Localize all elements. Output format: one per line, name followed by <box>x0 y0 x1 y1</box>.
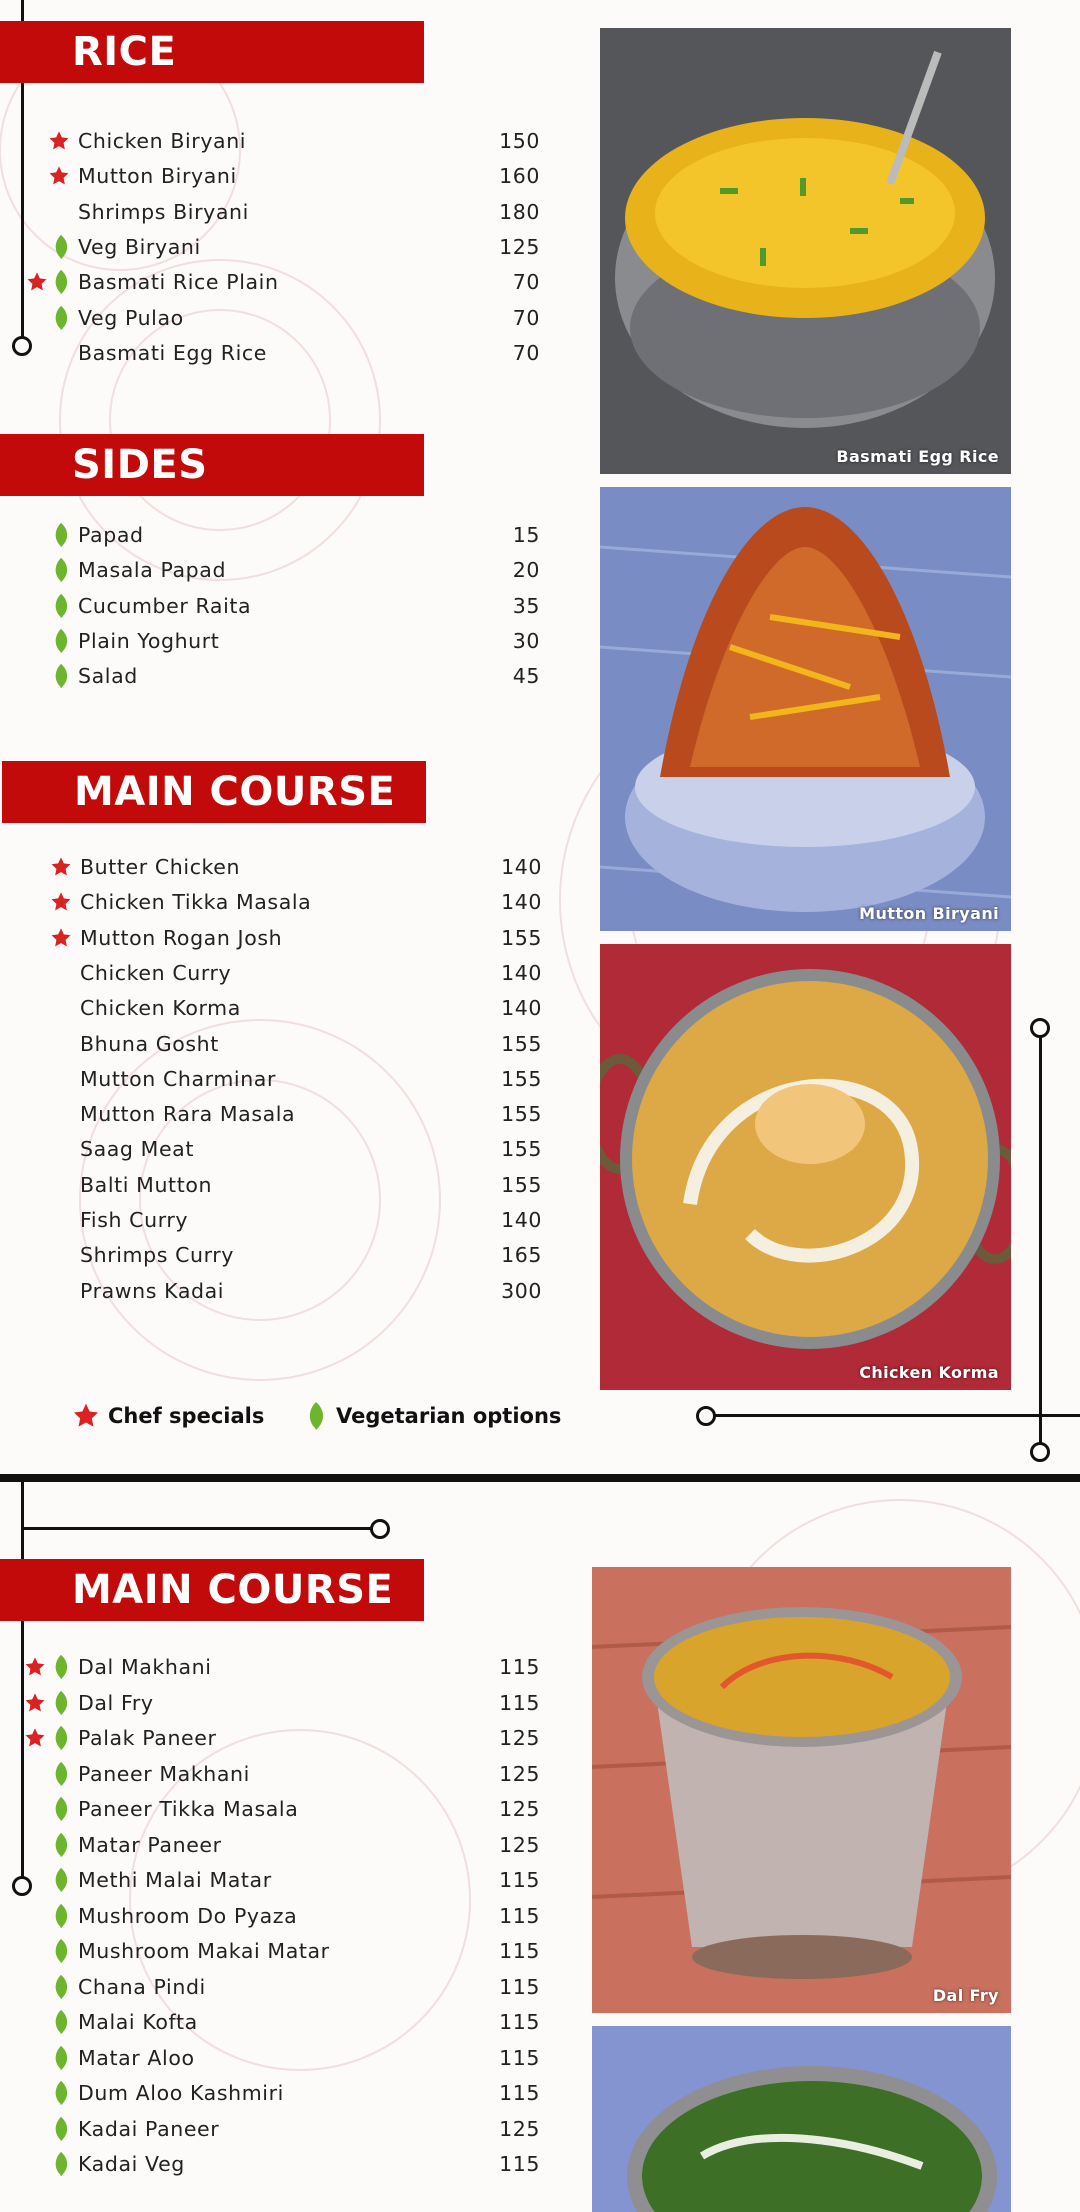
bowl-illustration <box>592 2026 1011 2212</box>
menu-item-row <box>0 1970 560 2004</box>
menu-item-name: Dal Makhani <box>78 1655 212 1679</box>
menu-item-price: 115 <box>499 1868 540 1892</box>
photo-basmati-egg-rice <box>600 28 1011 474</box>
menu-item-row <box>0 1686 560 1720</box>
menu-item-name: Butter Chicken <box>80 855 241 879</box>
menu-item-name: Saag Meat <box>80 1137 194 1162</box>
menu-item-row <box>0 1934 560 1968</box>
menu-item-name: Balti Mutton <box>80 1172 213 1197</box>
menu-item-price: 115 <box>499 1974 540 1999</box>
menu-item-price: 125 <box>499 1832 540 1857</box>
menu-item-row <box>0 1650 560 1684</box>
menu-item-row <box>0 195 560 229</box>
menu-item-row <box>2 956 562 990</box>
star-icon <box>24 1727 46 1749</box>
right-guide-line <box>1039 1032 1042 1446</box>
menu-item-row <box>2 1132 562 1166</box>
menu-item-price: 125 <box>499 1726 540 1750</box>
menu-item-price: 115 <box>499 1690 540 1715</box>
main-course-banner-1 <box>2 761 426 823</box>
leaf-icon <box>52 2116 70 2142</box>
main-course-menu-1 <box>2 850 562 1310</box>
menu-item-row <box>2 1027 562 1061</box>
photo-caption: Chicken Korma <box>859 1363 999 1382</box>
menu-item-name: Basmati Rice Plain <box>78 270 279 295</box>
menu-item-price: 70 <box>512 270 540 295</box>
legend-vegetarian <box>306 1396 561 1436</box>
rice-menu <box>0 124 560 374</box>
main-course-banner-2 <box>0 1559 424 1621</box>
menu-item-name: Mutton Charminar <box>80 1066 276 1091</box>
menu-item-price: 155 <box>501 925 542 950</box>
menu-item-price: 70 <box>512 340 540 365</box>
menu-item-row <box>0 1863 560 1897</box>
menu-item-row <box>0 265 560 299</box>
menu-item-row <box>0 659 560 693</box>
photo-dal-fry <box>592 1567 1011 2013</box>
menu-item-name: Kadai Veg <box>78 2152 185 2176</box>
menu-item-price: 115 <box>499 1939 540 1963</box>
menu-item-name: Basmati Egg Rice <box>78 340 268 365</box>
menu-item-name: Chicken Curry <box>80 960 232 985</box>
menu-item-row <box>0 589 560 623</box>
menu-item-name: Mutton Rara Masala <box>80 1102 296 1127</box>
leaf-icon <box>52 269 70 295</box>
star-icon <box>50 891 72 913</box>
menu-item-row <box>0 159 560 193</box>
menu-item-price: 115 <box>499 2010 540 2034</box>
bowl-illustration <box>592 1567 1011 2013</box>
menu-item-price: 140 <box>501 890 542 915</box>
menu-item-row <box>2 1238 562 1272</box>
menu-item-row <box>0 2112 560 2146</box>
menu-item-name: Paneer Tikka Masala <box>78 1797 299 1821</box>
menu-item-name: Chana Pindi <box>78 1974 206 1999</box>
menu-item-name: Matar Aloo <box>78 2045 195 2070</box>
leaf-icon <box>52 234 70 260</box>
sides-section-banner <box>0 434 424 496</box>
menu-item-price: 165 <box>501 1243 542 1268</box>
menu-item-price: 160 <box>499 164 540 189</box>
menu-item-price: 155 <box>501 1031 542 1056</box>
leaf-icon <box>52 593 70 619</box>
photo-chicken-korma <box>600 944 1011 1390</box>
menu-item-row <box>0 1792 560 1826</box>
menu-item-row <box>2 1097 562 1131</box>
menu-item-name: Dal Fry <box>78 1690 154 1715</box>
menu-item-price: 115 <box>499 2045 540 2070</box>
leaf-icon <box>52 1974 70 2000</box>
leaf-icon <box>52 663 70 689</box>
star-icon <box>50 856 72 878</box>
leaf-icon <box>306 1401 326 1431</box>
star-icon <box>24 1656 46 1678</box>
bowl-illustration <box>600 487 1011 931</box>
leaf-icon <box>52 2080 70 2106</box>
menu-item-price: 180 <box>499 199 540 224</box>
star-icon <box>26 271 48 293</box>
menu-item-row <box>0 1899 560 1933</box>
menu-item-price: 300 <box>501 1278 542 1303</box>
menu-item-row <box>0 2041 560 2075</box>
menu-item-name: Veg Pulao <box>78 305 184 330</box>
menu-item-price: 20 <box>512 558 540 583</box>
menu-item-row <box>0 1721 560 1755</box>
leaf-icon <box>52 2045 70 2071</box>
menu-item-row <box>2 921 562 955</box>
menu-item-price: 140 <box>501 960 542 985</box>
menu-item-name: Matar Paneer <box>78 1832 222 1857</box>
menu-item-price: 155 <box>501 1066 542 1091</box>
menu-item-row <box>2 885 562 919</box>
guide-circle <box>696 1406 716 1426</box>
star-icon <box>24 1692 46 1714</box>
menu-item-row <box>2 1168 562 1202</box>
menu-item-price: 45 <box>512 664 540 689</box>
menu-item-row <box>0 2005 560 2039</box>
leaf-icon <box>52 2151 70 2177</box>
main-course-menu-2 <box>0 1650 560 2190</box>
leaf-icon <box>52 1938 70 1964</box>
leaf-icon <box>52 1903 70 1929</box>
menu-item-name: Mutton Biryani <box>78 164 237 189</box>
menu-item-price: 125 <box>499 1761 540 1786</box>
menu-item-price: 140 <box>501 996 542 1021</box>
leaf-icon <box>52 557 70 583</box>
star-icon <box>72 1402 100 1430</box>
top-guide-line-bottom <box>21 1527 377 1530</box>
bowl-illustration <box>600 28 1011 474</box>
menu-item-name: Palak Paneer <box>78 1726 217 1750</box>
menu-item-price: 30 <box>512 628 540 653</box>
menu-item-row <box>0 2076 560 2110</box>
page-divider <box>0 1474 1080 1482</box>
menu-item-price: 115 <box>499 2081 540 2105</box>
section-title: MAIN COURSE <box>72 1567 394 1613</box>
leaf-icon <box>52 1867 70 1893</box>
guide-circle <box>1030 1018 1050 1038</box>
section-title: MAIN COURSE <box>74 769 396 815</box>
menu-item-price: 140 <box>501 855 542 879</box>
leaf-icon <box>52 1654 70 1680</box>
legend-label: Vegetarian options <box>336 1404 562 1428</box>
menu-item-name: Papad <box>78 523 144 547</box>
menu-item-name: Masala Papad <box>78 558 227 583</box>
menu-item-price: 140 <box>501 1208 542 1232</box>
leaf-icon <box>52 1796 70 1822</box>
menu-item-price: 125 <box>499 1797 540 1821</box>
photo-mutton-biryani <box>600 487 1011 931</box>
photo-caption: Dal Fry <box>932 1986 999 2005</box>
menu-item-name: Veg Biryani <box>78 234 201 259</box>
legend-label: Chef specials <box>108 1404 265 1428</box>
star-icon <box>50 927 72 949</box>
menu-item-row <box>0 301 560 335</box>
leaf-icon <box>52 2009 70 2035</box>
menu-item-name: Dum Aloo Kashmiri <box>78 2081 284 2105</box>
photo-palak-dish <box>592 2026 1011 2212</box>
menu-item-row <box>0 553 560 587</box>
menu-item-row <box>2 1062 562 1096</box>
bowl-illustration <box>600 944 1011 1390</box>
menu-item-price: 70 <box>512 305 540 330</box>
menu-item-row <box>0 1757 560 1791</box>
menu-item-row <box>2 991 562 1025</box>
menu-item-name: Chicken Korma <box>80 996 241 1021</box>
star-icon <box>48 165 70 187</box>
menu-item-row <box>2 1274 562 1308</box>
photo-caption: Basmati Egg Rice <box>836 447 999 466</box>
menu-item-name: Mutton Rogan Josh <box>80 925 283 950</box>
leaf-icon <box>52 1725 70 1751</box>
menu-item-name: Fish Curry <box>80 1208 189 1232</box>
menu-item-name: Salad <box>78 664 138 689</box>
leaf-icon <box>52 522 70 548</box>
menu-item-name: Cucumber Raita <box>78 593 252 618</box>
menu-item-name: Mushroom Do Pyaza <box>78 1903 298 1928</box>
bottom-guide-line <box>710 1414 1080 1417</box>
menu-item-name: Malai Kofta <box>78 2010 198 2034</box>
legend-chef-specials <box>72 1396 264 1436</box>
menu-item-row <box>0 230 560 264</box>
menu-item-row <box>0 2147 560 2181</box>
menu-item-row <box>0 518 560 552</box>
menu-item-price: 15 <box>512 523 540 547</box>
menu-item-price: 115 <box>499 2152 540 2176</box>
leaf-icon <box>52 1690 70 1716</box>
menu-item-price: 125 <box>499 2116 540 2141</box>
menu-item-name: Paneer Makhani <box>78 1761 250 1786</box>
rice-section-banner <box>0 21 424 83</box>
menu-item-row <box>2 850 562 884</box>
leaf-icon <box>52 305 70 331</box>
leaf-icon <box>52 628 70 654</box>
menu-item-row <box>2 1203 562 1237</box>
leaf-icon <box>52 1761 70 1787</box>
menu-item-price: 115 <box>499 1655 540 1679</box>
menu-item-price: 35 <box>512 593 540 618</box>
menu-item-row <box>0 624 560 658</box>
menu-item-price: 155 <box>501 1102 542 1127</box>
menu-item-price: 150 <box>499 129 540 153</box>
menu-item-name: Mushroom Makai Matar <box>78 1939 330 1963</box>
menu-item-row <box>0 1828 560 1862</box>
section-title: SIDES <box>72 442 208 488</box>
menu-item-price: 115 <box>499 1903 540 1928</box>
menu-item-row <box>0 124 560 158</box>
menu-item-name: Prawns Kadai <box>80 1278 225 1303</box>
menu-item-name: Plain Yoghurt <box>78 628 220 653</box>
star-icon <box>48 130 70 152</box>
menu-item-row <box>0 336 560 370</box>
menu-item-name: Bhuna Gosht <box>80 1031 219 1056</box>
menu-item-price: 155 <box>501 1172 542 1197</box>
menu-item-name: Chicken Tikka Masala <box>80 890 312 915</box>
menu-item-name: Chicken Biryani <box>78 129 247 153</box>
menu-item-price: 155 <box>501 1137 542 1162</box>
leaf-icon <box>52 1832 70 1858</box>
guide-circle <box>1030 1442 1050 1462</box>
menu-item-name: Methi Malai Matar <box>78 1868 272 1892</box>
section-title: RICE <box>72 29 177 75</box>
sides-menu <box>0 518 560 698</box>
menu-item-price: 125 <box>499 234 540 259</box>
guide-circle <box>370 1519 390 1539</box>
menu-item-name: Kadai Paneer <box>78 2116 220 2141</box>
menu-item-name: Shrimps Curry <box>80 1243 235 1268</box>
photo-caption: Mutton Biryani <box>859 904 999 923</box>
menu-item-name: Shrimps Biryani <box>78 199 249 224</box>
